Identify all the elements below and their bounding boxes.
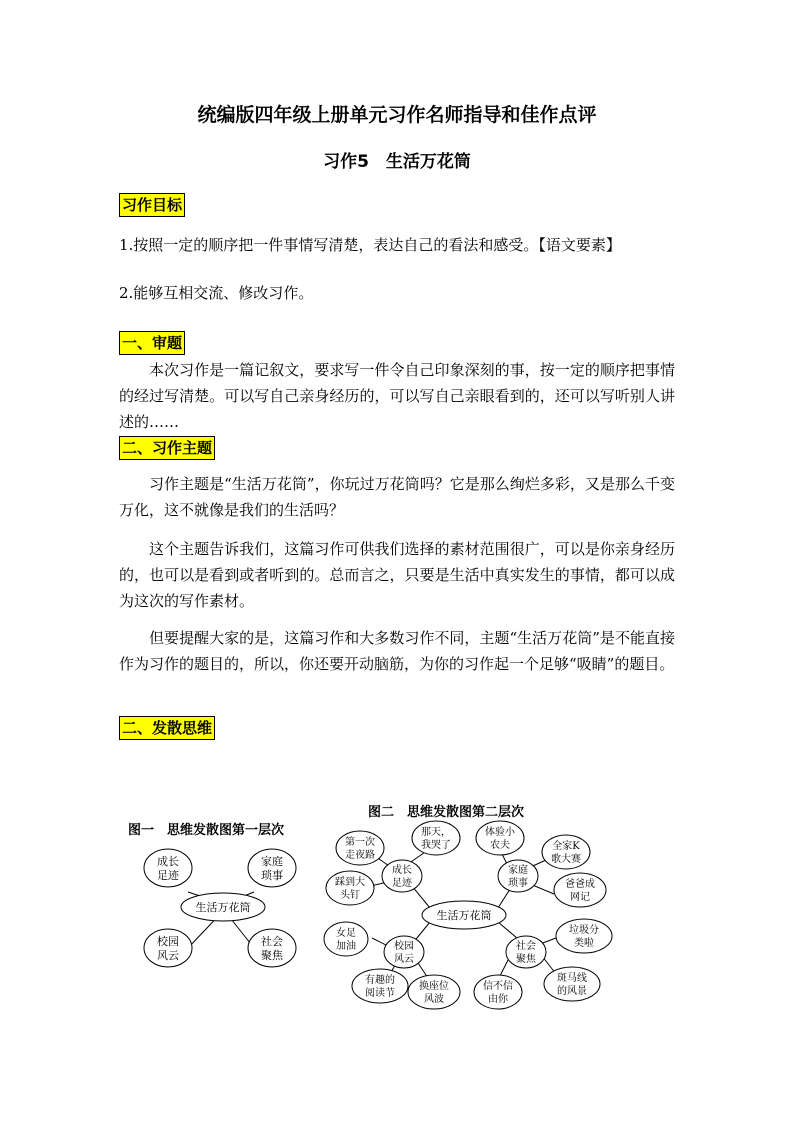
map2-hub: 社会 [516,941,536,952]
map2-leaf: 加油 [336,941,356,952]
map2-leaf: 踩到大 [335,877,365,888]
map2-leaf: 的风景 [557,986,587,997]
section-review-heading: 一、审题 [119,331,185,355]
goal-item-2: 2.能够互相交流、修改习作。 [119,284,314,302]
map1-node: 足迹 [157,869,179,882]
map2-hub: 风云 [394,954,414,965]
map1-node: 社会 [261,935,283,948]
map2-leaf: 信不信 [483,981,513,992]
map2-leaf: 体验小 [485,827,515,838]
map2-leaf: 走夜路 [345,850,375,861]
map1-caption: 图一 思维发散图第一层次 [128,823,285,838]
mind-map-level-2 [312,798,642,1013]
map2-leaf: 我哭了 [421,840,451,851]
map2-leaf: 斑马线 [557,973,587,984]
map2-hub: 聚焦 [516,954,536,965]
map2-leaf: 风波 [424,994,444,1005]
map2-hub: 足迹 [392,878,412,889]
section-review-text: 本次习作是一篇记叙文，要求写一件令自己印象深刻的事，按一定的顺序把事情的经过写清楚。可以写自己亲身经历的，可以写自己亲眼看到的，还可以写听别人讲述的…… [119,361,675,431]
document-title: 统编版四年级上册单元习作名师指导和佳作点评 [197,104,597,126]
map2-leaf: 全家K [552,841,580,852]
mind-map-level-1 [126,818,316,978]
map2-leaf: 那天， [421,827,451,838]
theme-paragraph-1: 习作主题是“生活万花筒”，你玩过万花筒吗？它是那么绚烂多彩，又是那么千变万化，这不就像是我们的生活吗？ [119,475,675,519]
theme-paragraph-3: 但要提醒大家的是，这篇习作和大多数习作不同，主题“生活万花筒”是不能直接作为习作的题目的，所以，你还要开动脑筋，为你的习作起一个足够“吸睛”的题目。 [119,629,675,673]
goal-heading: 习作目标 [119,193,185,217]
map1-node: 风云 [157,949,179,962]
map1-center: 生活万花筒 [195,901,251,914]
map2-leaf: 第一次 [345,837,375,848]
map2-leaf: 网记 [570,892,590,903]
document-subtitle: 习作5 生活万花筒 [323,152,471,172]
goal-item-1: 1.按照一定的顺序把一件事情写清楚，表达自己的看法和感受。【语文要素】 [119,236,621,254]
map2-leaf: 农夫 [490,840,510,851]
map1-node: 校园 [157,935,179,948]
map2-leaf: 头钉 [340,890,360,901]
map1-node: 家庭 [261,855,283,868]
map2-center: 生活万花筒 [436,909,492,922]
map2-hub: 成长 [392,865,412,876]
map2-leaf: 垃圾分 [569,925,599,936]
map2-leaf: 阅读节 [365,988,395,999]
map2-leaf: 歌大赛 [551,854,581,865]
map2-leaf: 爸爸成 [565,879,595,890]
map2-leaf: 有趣的 [365,975,395,986]
map1-node: 琐事 [261,869,283,882]
section-divergent-heading: 二、发散思维 [119,716,215,740]
theme-paragraph-2: 这个主题告诉我们，这篇习作可供我们选择的素材范围很广，可以是你亲身经历的，也可以是看到或者听到的。总而言之，只要是生活中真实发生的事情，都可以成为这次的写作素材。 [119,540,675,610]
map1-node: 聚焦 [261,949,283,962]
map2-leaf: 换座位 [419,981,449,992]
map2-hub: 琐事 [508,878,528,889]
map2-leaf: 类啦 [574,938,594,949]
section-theme-heading: 二、习作主题 [119,436,215,460]
map2-hub: 校园 [394,941,414,952]
map2-leaf: 女足 [336,928,356,939]
map2-leaf: 由你 [488,994,508,1005]
map1-node: 成长 [157,855,179,868]
map2-hub: 家庭 [508,865,528,876]
map2-caption: 图二 思维发散图第二层次 [368,805,525,820]
